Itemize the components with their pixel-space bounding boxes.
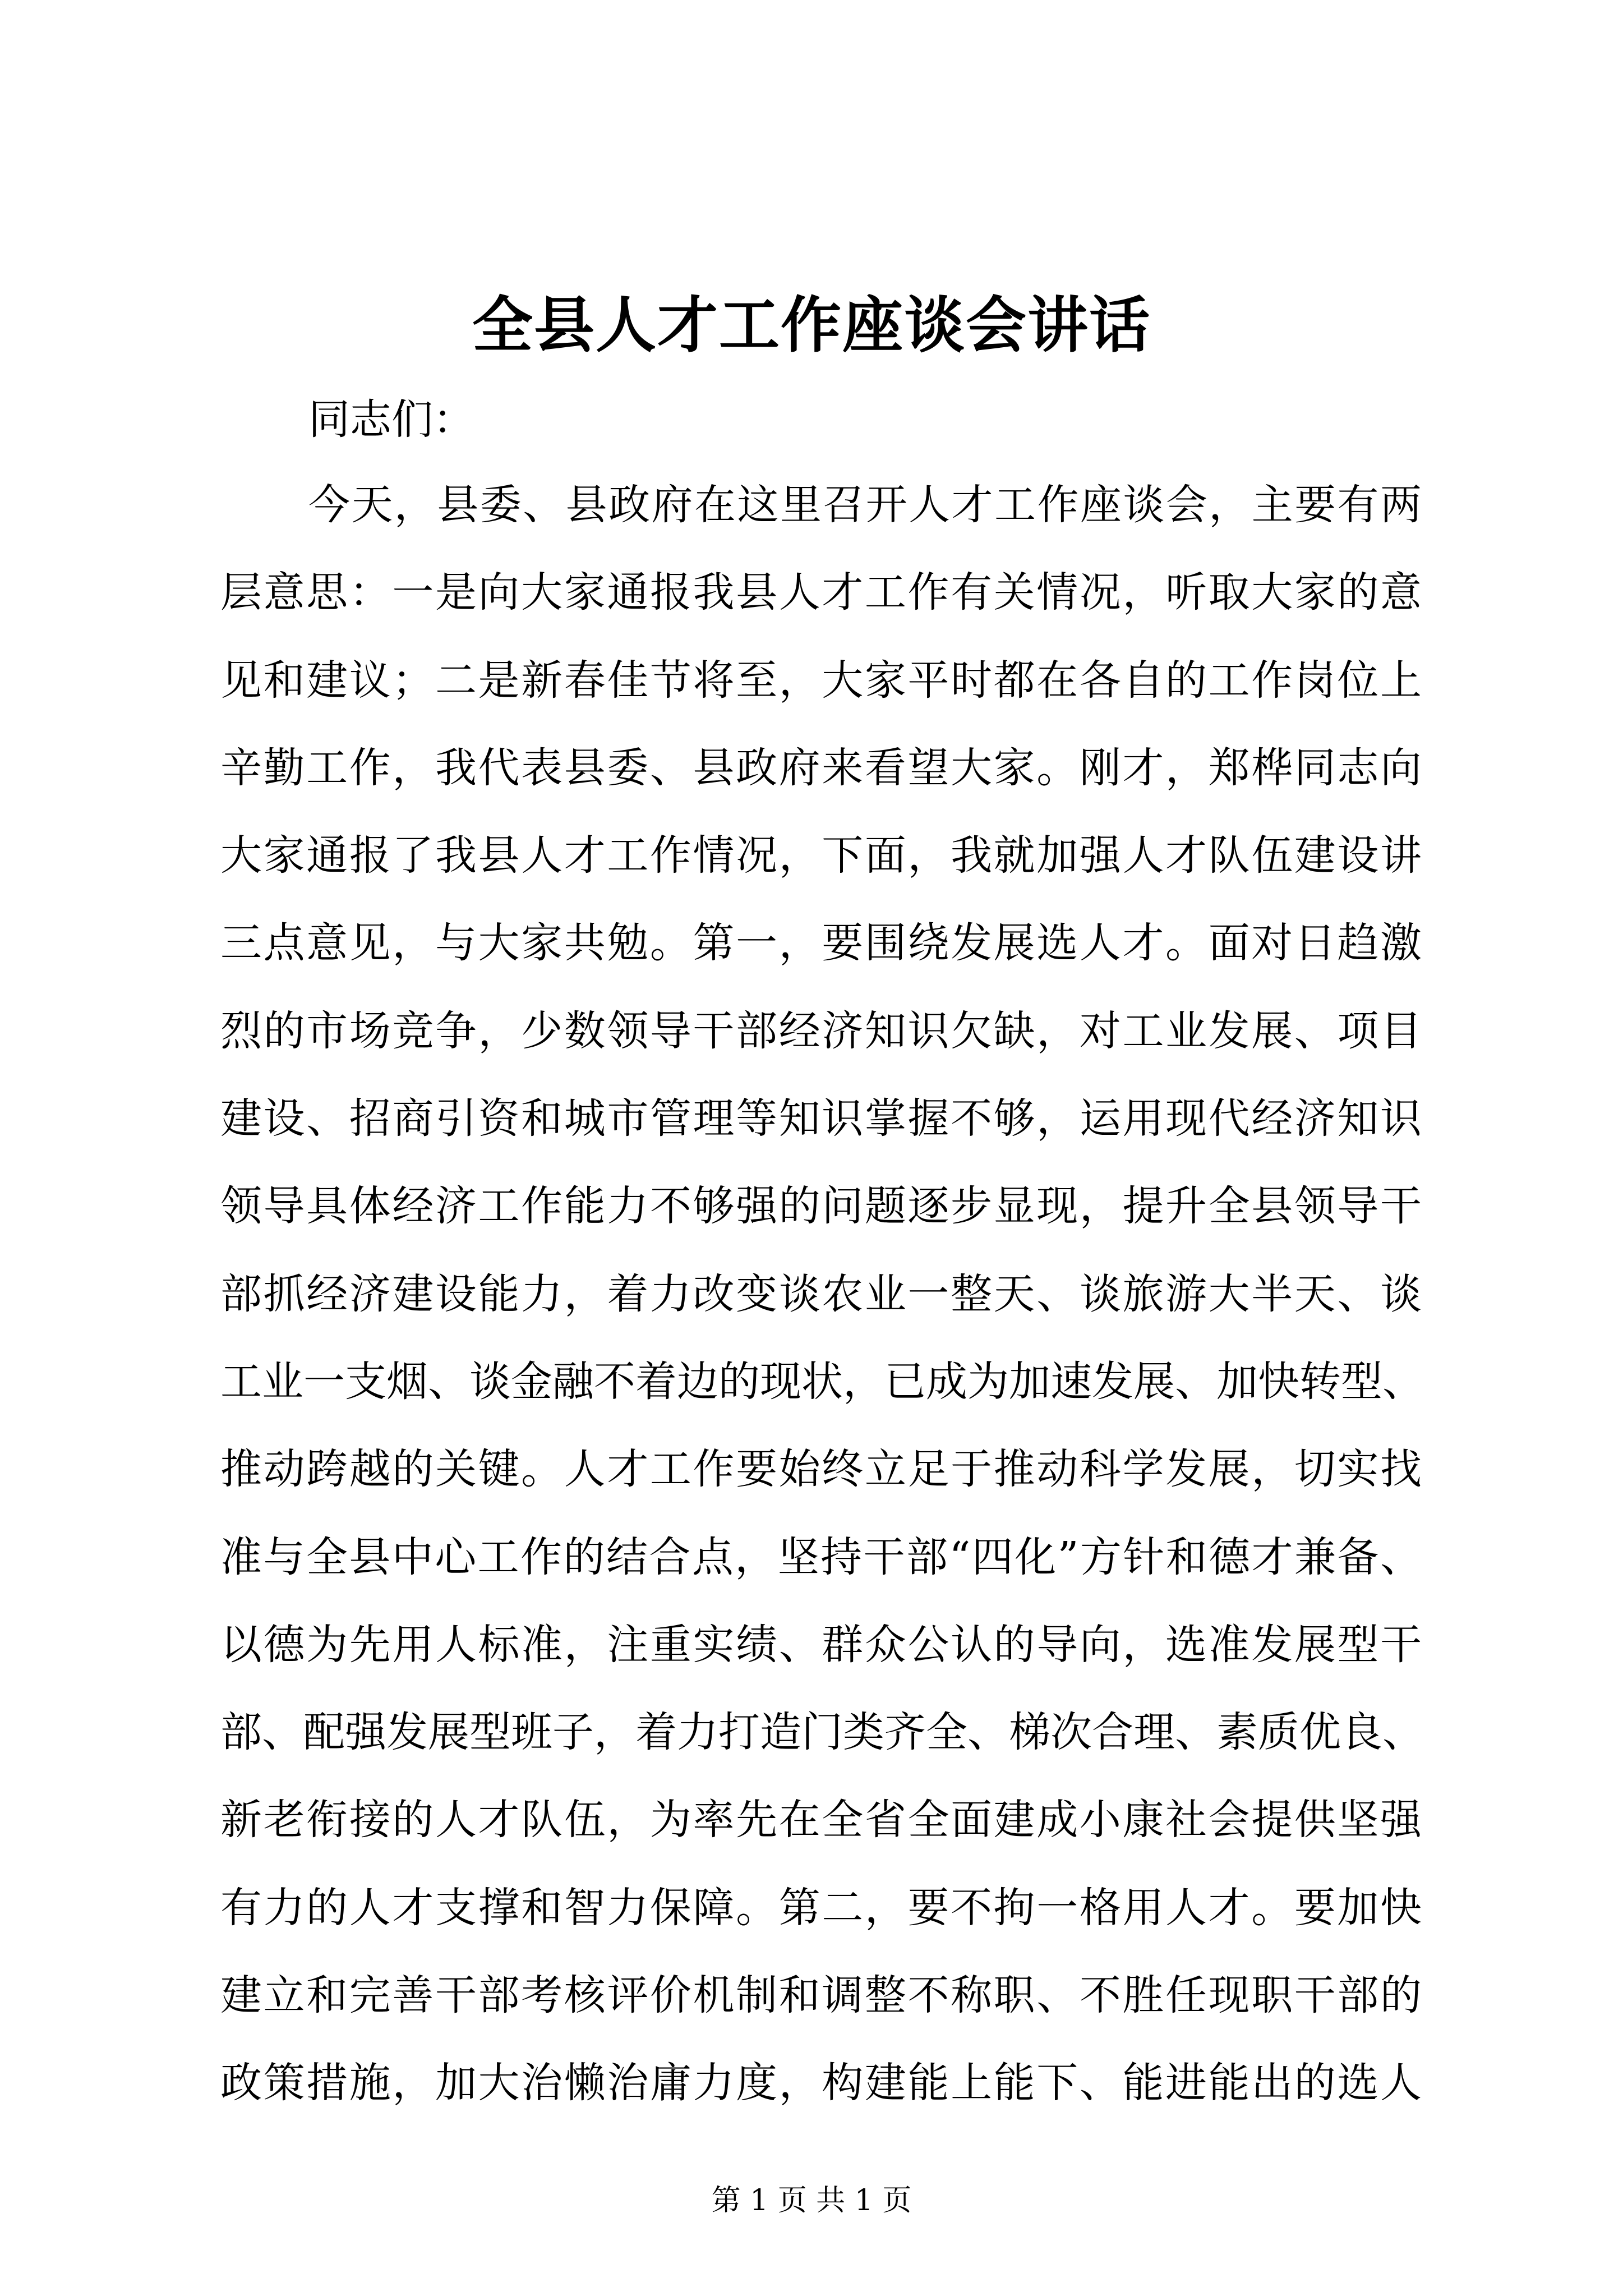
text-line: 辛勤工作，我代表县委、县政府来看望大家。刚才，郑桦同志向 bbox=[220, 743, 1422, 792]
text-line: 新老衔接的人才队伍，为率先在全省全面建成小康社会提供坚强 bbox=[220, 1796, 1422, 1844]
text-line: 准与全县中心工作的结合点，坚持干部“四化”方针和德才兼备、 bbox=[220, 1533, 1422, 1581]
text-line: 推动跨越的关键。人才工作要始终立足于推动科学发展，切实找 bbox=[220, 1445, 1422, 1494]
text-line: 有力的人才支撑和智力保障。第二，要不拘一格用人才。要加快 bbox=[220, 1883, 1422, 1932]
text-line: 大家通报了我县人才工作情况，下面，我就加强人才队伍建设讲 bbox=[220, 831, 1422, 880]
text-line: 三点意见，与大家共勉。第一，要围绕发展选人才。面对日趋激 bbox=[220, 919, 1422, 968]
document-title: 全县人才工作座谈会讲话 bbox=[472, 290, 1151, 361]
text-line: 部、配强发展型班子，着力打造门类齐全、梯次合理、素质优良、 bbox=[220, 1708, 1424, 1757]
text-line: 见和建议；二是新春佳节将至，大家平时都在各自的工作岗位上 bbox=[220, 656, 1422, 705]
salutation: 同志们： bbox=[308, 395, 474, 444]
page-number: 第 1 页 共 1 页 bbox=[711, 2184, 912, 2217]
body-paragraph bbox=[220, 477, 1422, 2143]
text-line: 政策措施，加大治懒治庸力度，构建能上能下、能进能出的选人 bbox=[220, 2059, 1422, 2108]
text-line: 烈的市场竞争，少数领导干部经济知识欠缺，对工业发展、项目 bbox=[220, 1006, 1422, 1055]
page-footer bbox=[0, 2181, 1623, 2220]
text-line: 领导具体经济工作能力不够强的问题逐步显现，提升全县领导干 bbox=[220, 1182, 1422, 1231]
text-line: 工业一支烟、谈金融不着边的现状，已成为加速发展、加快转型、 bbox=[220, 1357, 1424, 1406]
text-line: 部抓经济建设能力，着力改变谈农业一整天、谈旅游大半天、谈 bbox=[220, 1269, 1422, 1318]
text-line: 层意思：一是向大家通报我县人才工作有关情况，听取大家的意 bbox=[220, 568, 1422, 617]
text-line: 建设、招商引资和城市管理等知识掌握不够，运用现代经济知识 bbox=[220, 1094, 1422, 1143]
text-line: 今天，县委、县政府在这里召开人才工作座谈会，主要有两 bbox=[308, 481, 1422, 529]
text-line: 建立和完善干部考核评价机制和调整不称职、不胜任现职干部的 bbox=[220, 1971, 1422, 2020]
text-line: 以德为先用人标准，注重实绩、群众公认的导向，选准发展型干 bbox=[220, 1620, 1422, 1669]
